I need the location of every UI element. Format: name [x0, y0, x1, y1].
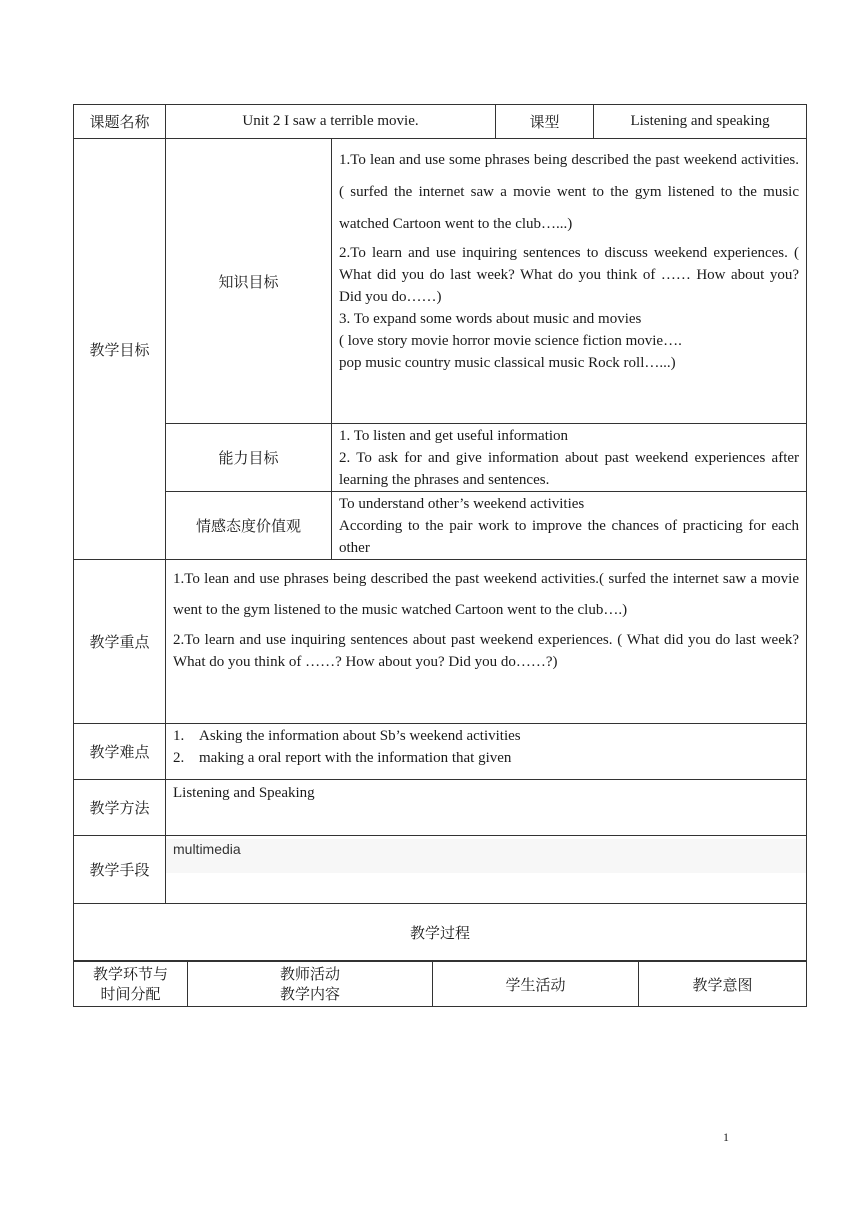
- means-label: 教学手段: [74, 836, 166, 904]
- method-label: 教学方法: [74, 780, 166, 836]
- method-row: [74, 780, 807, 836]
- difficulties-item-1-number: 1.: [173, 728, 185, 744]
- process-header-row: [74, 962, 807, 1007]
- process-label: 教学过程: [74, 904, 807, 961]
- emotion-content: [332, 492, 807, 560]
- key-points-item-1: 1.To lean and use phrases being described the past weekend activities.( surfed the internet saw a movie went to the gym listened to the music watched Cartoon went to the club….): [173, 571, 800, 618]
- knowledge-item-1: 1.To lean and use some phrases being described the past weekend activities.( surfed the internet saw a movie went to the gym listened to the music watched Cartoon went to the club…...): [339, 152, 800, 232]
- process-col-stage-line-2: 时间分配: [100, 985, 161, 1003]
- lesson-title: Unit 2 I saw a terrible movie.: [166, 105, 496, 139]
- process-row: [74, 904, 807, 961]
- knowledge-item-3-line-1: 3. To expand some words about music and movies: [339, 311, 642, 327]
- type-label: 课型: [496, 105, 594, 139]
- method-value: Listening and Speaking: [173, 785, 315, 801]
- knowledge-row: [74, 139, 807, 424]
- knowledge-item-3-line-2: ( love story movie horror movie science fiction movie….: [339, 333, 682, 349]
- emotion-label: 情感态度价值观: [166, 492, 332, 560]
- means-value: multimedia: [166, 839, 806, 873]
- knowledge-content: [332, 139, 807, 424]
- ability-item-2: 2. To ask for and give information about past weekend experiences after learning the phrases and sentences.: [339, 450, 800, 488]
- ability-item-1: 1. To listen and get useful information: [339, 428, 569, 444]
- ability-row: [74, 424, 807, 492]
- knowledge-item-3-line-3: pop music country music classical music Rock roll…...): [339, 355, 676, 371]
- process-col-stage: [74, 962, 188, 1007]
- title-row: [74, 105, 807, 139]
- key-points-row: [74, 560, 807, 724]
- difficulties-item-2-text: making a oral report with the information that given: [199, 750, 512, 766]
- method-content: [166, 780, 807, 836]
- process-header-table: [73, 961, 807, 1007]
- ability-content: [332, 424, 807, 492]
- process-col-intent: 教学意图: [639, 962, 807, 1007]
- key-points-label: 教学重点: [74, 560, 166, 724]
- difficulties-item-1-text: Asking the information about Sb’s weekend activities: [199, 728, 521, 744]
- difficulties-content: [166, 724, 807, 780]
- title-label: 课题名称: [74, 105, 166, 139]
- emotion-row: [74, 492, 807, 560]
- process-col-student: 学生活动: [433, 962, 639, 1007]
- lesson-type: Listening and speaking: [594, 105, 807, 139]
- difficulties-label: 教学难点: [74, 724, 166, 780]
- emotion-item-1: To understand other’s weekend activities: [339, 496, 585, 512]
- means-content: [166, 836, 807, 904]
- difficulties-item-2-number: 2.: [173, 750, 185, 766]
- knowledge-item-2: 2.To learn and use inquiring sentences to discuss weekend experiences. ( What did you do last week? What do you think of …… How about you? Did you do……): [339, 245, 800, 305]
- lesson-plan-table: [73, 104, 807, 961]
- page-number: 1: [723, 1130, 729, 1144]
- difficulties-row: [74, 724, 807, 780]
- knowledge-label: 知识目标: [166, 139, 332, 424]
- difficulties-item-1: [166, 725, 806, 747]
- key-points-item-2: 2.To learn and use inquiring sentences about past weekend experiences. ( What did you do last week? What do you think of ……? How about you? Did you do……?): [173, 632, 800, 670]
- key-points-content: [166, 560, 807, 724]
- difficulties-item-2: [166, 747, 806, 769]
- means-row: [74, 836, 807, 904]
- emotion-item-2: According to the pair work to improve the chances of practicing for each other: [339, 518, 800, 556]
- ability-label: 能力目标: [166, 424, 332, 492]
- objectives-label: 教学目标: [74, 139, 166, 560]
- process-col-teacher-line-2: 教学内容: [279, 985, 340, 1003]
- process-col-teacher: [188, 962, 433, 1007]
- process-col-stage-line-1: 教学环节与: [92, 965, 168, 983]
- process-col-teacher-line-1: 教师活动: [279, 965, 340, 983]
